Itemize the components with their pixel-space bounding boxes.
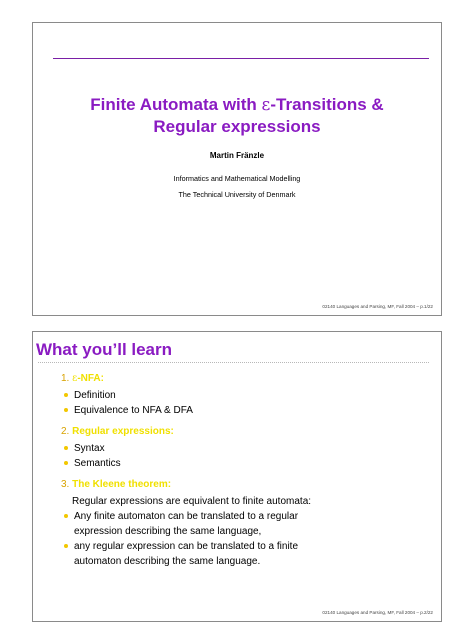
item-text: Regular expressions are equivalent to finite automata: xyxy=(72,496,312,507)
author-name: Martin Fränzle xyxy=(209,151,265,160)
header-rule xyxy=(38,362,429,363)
bullet-dot-icon xyxy=(64,461,68,465)
header-rule xyxy=(53,58,429,59)
bullet-dot-icon xyxy=(64,393,68,397)
bullet-dot-icon xyxy=(64,446,68,450)
list-item xyxy=(61,478,431,569)
affiliation-line-2: The Technical University of Denmark xyxy=(178,190,296,199)
affiliation xyxy=(33,171,441,203)
bullet-dot-icon xyxy=(64,544,68,548)
slide-footer: 02140 Languages and Parsing, MF, Fall 2004 – p.1/22 xyxy=(322,304,433,309)
bullet-item: any regular expression can be translated to a finite automaton describing the same language. xyxy=(61,539,431,569)
item-heading: 1. ε-NFA: xyxy=(61,373,104,384)
slide-title: What you’ll learn xyxy=(36,340,173,359)
title-line-2: Regular expressions xyxy=(153,117,321,136)
bullet-item: Equivalence to NFA & DFA xyxy=(61,403,431,418)
bullet-item: Semantics xyxy=(61,456,431,471)
item-heading: 3. The Kleene theorem: xyxy=(61,479,172,490)
bullet-dot-icon xyxy=(64,514,68,518)
bullet-item: Definition xyxy=(61,388,431,403)
list-item xyxy=(61,425,431,471)
bullet-item: Any finite automaton can be translated to a regular expression describing the same language, xyxy=(61,509,431,539)
epsilon-symbol: ε xyxy=(72,373,78,384)
learning-list xyxy=(61,372,431,569)
item-heading: 2. Regular expressions: xyxy=(61,426,174,437)
bullet-dot-icon xyxy=(64,408,68,412)
title-line-1: Finite Automata with ε-Transitions & xyxy=(90,95,384,115)
affiliation-line-1: Informatics and Mathematical Modelling xyxy=(173,174,301,183)
slide-2 xyxy=(32,331,442,622)
slide-1 xyxy=(32,22,442,316)
slide-footer: 02140 Languages and Parsing, MF, Fall 2004 – p.2/22 xyxy=(322,610,433,615)
slide-title xyxy=(33,94,441,138)
bullet-item: Syntax xyxy=(61,441,431,456)
epsilon-symbol: ε xyxy=(261,95,271,115)
list-item xyxy=(61,372,431,418)
